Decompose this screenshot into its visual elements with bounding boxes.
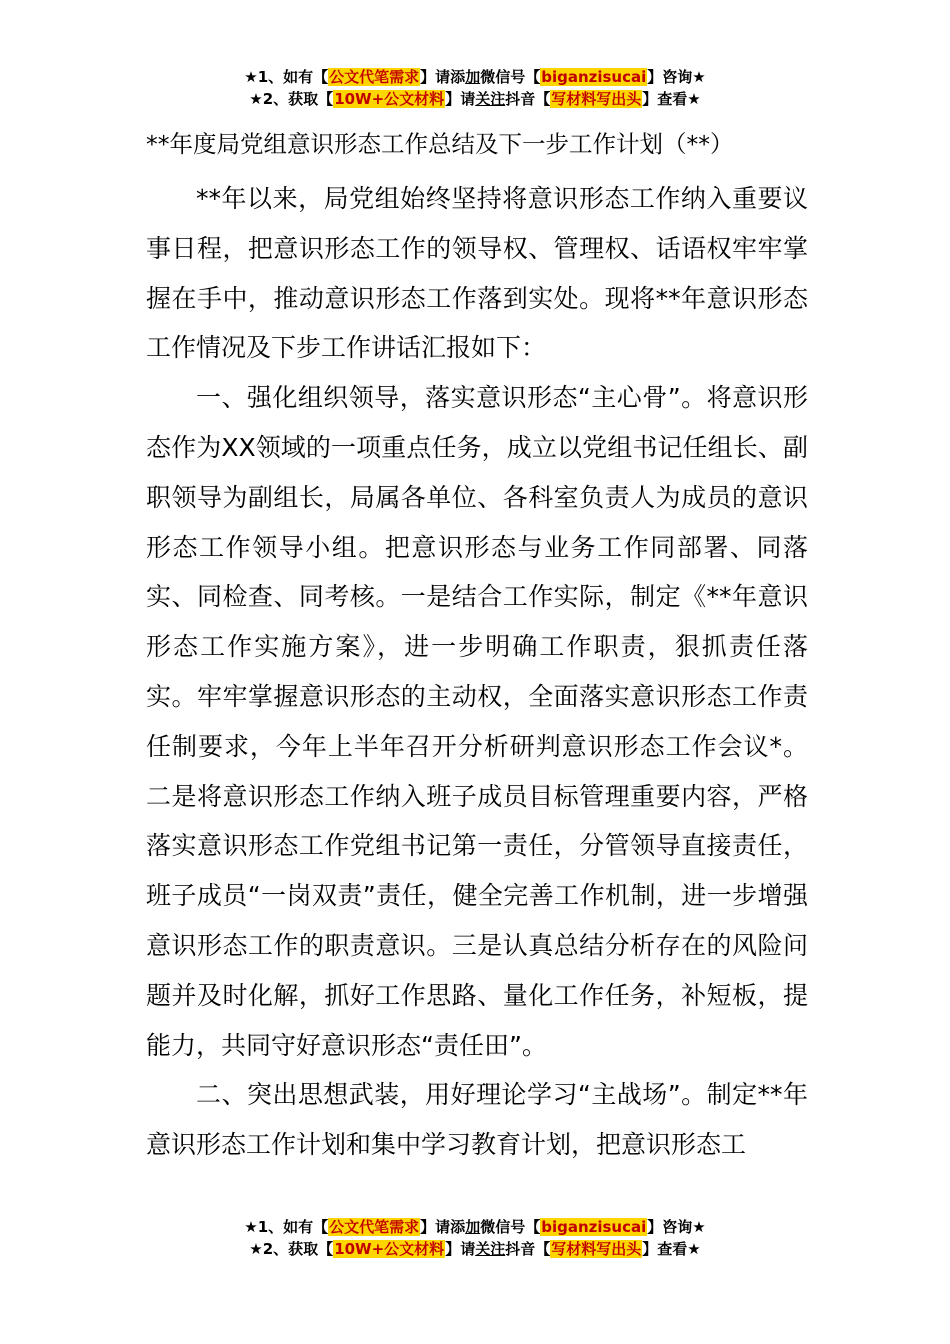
banner-highlight: biganzisucai (541, 1218, 647, 1236)
document-body (146, 124, 808, 1170)
banner-text: ★1、如有【 (244, 68, 329, 86)
banner-text: 】咨询★ (647, 68, 706, 86)
banner-text: ★2、获取【 (249, 90, 334, 108)
banner-highlight: 写材料写出头 (551, 1240, 642, 1258)
banner-text: 】查看★ (642, 90, 701, 108)
banner-emphasis: 关注 (475, 1240, 506, 1258)
banner-text: 】请 (445, 90, 476, 108)
banner-line-1 (0, 66, 950, 88)
banner-emphasis: 关注 (475, 90, 506, 108)
header-banner (0, 66, 950, 110)
paragraph-intro: **年以来，局党组始终坚持将意识形态工作纳入重要议事日程，把意识形态工作的领导权、管理权、话语权牢牢掌握在手中，推动意识形态工作落到实处。现将**年意识形态工作情况及下步工作讲话汇报如下： (146, 184, 808, 363)
banner-line-2 (0, 88, 950, 110)
paragraph-section-2: 二、突出思想武装，用好理论学习“主战场”。制定**年意识形态工作计划和集中学习教育计划，把意识形态工 (146, 1080, 808, 1160)
banner-highlight: 公文代笔需求 (329, 68, 420, 86)
banner-highlight: 10W+公文材料 (334, 1240, 445, 1258)
banner-text: 微信号【 (480, 1218, 541, 1236)
banner-emphasis: 加 (465, 68, 481, 86)
banner-text: 抖音【 (505, 1240, 551, 1258)
banner-line-1 (0, 1216, 950, 1238)
banner-text: 】查看★ (642, 1240, 701, 1258)
banner-text: 微信号【 (480, 68, 541, 86)
paragraph-section-1: 一、强化组织领导，落实意识形态“主心骨”。将意识形态作为XX领域的一项重点任务，成立以党组书记任组长、副职领导为副组长，局属各单位、各科室负责人为成员的意识形态工作领导小组。把意识形态与业务工作同部署、同落实、同检查、同考核。一是结合工作实际，制定《**年意识形态工作实施方案》，进一步明确工作职责，狠抓责任落实。牢牢掌握意识形态的主动权，全面落实意识形态工作责任制要求，今年上半年召开分析研判意识形态工作会议*。二是将意识形态工作纳入班子成员目标管理重要内容，严格落实意识形态工作党组书记第一责任，分管领导直接责任，班子成员“一岗双责”责任，健全完善工作机制，进一步增强意识形态工作的职责意识。三是认真总结分析存在的风险问题并及时化解，抓好工作思路、量化工作任务，补短板，提能力，共同守好意识形态“责任田”。 (146, 383, 808, 1060)
footer-banner (0, 1216, 950, 1260)
banner-emphasis: 加 (465, 1218, 481, 1236)
banner-text: ★2、获取【 (249, 1240, 334, 1258)
banner-text: 】请 (445, 1240, 476, 1258)
banner-text: ★1、如有【 (244, 1218, 329, 1236)
banner-line-2 (0, 1238, 950, 1260)
banner-text: 抖音【 (505, 90, 551, 108)
banner-text: 】请添 (420, 1218, 466, 1236)
banner-highlight: 公文代笔需求 (329, 1218, 420, 1236)
banner-highlight: 写材料写出头 (551, 90, 642, 108)
banner-highlight: 10W+公文材料 (334, 90, 445, 108)
banner-highlight: biganzisucai (541, 68, 647, 86)
banner-text: 】请添 (420, 68, 466, 86)
banner-text: 】咨询★ (647, 1218, 706, 1236)
document-title: **年度局党组意识形态工作总结及下一步工作计划（**） (146, 130, 734, 158)
